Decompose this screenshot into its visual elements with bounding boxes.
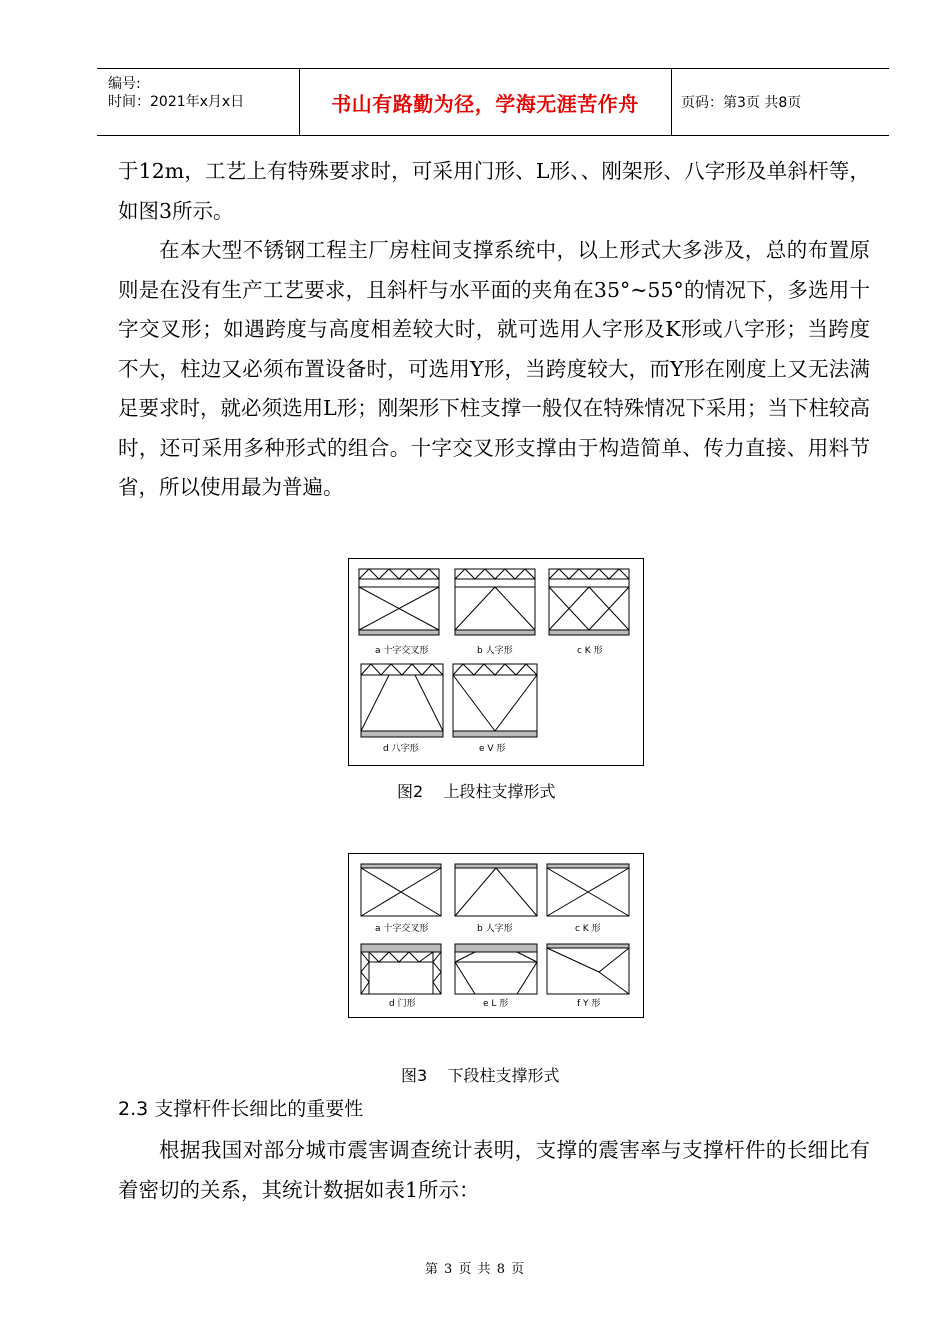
brace-c-k (549, 569, 629, 635)
page-header (97, 68, 889, 136)
lower-brace-b-chevron (455, 864, 537, 916)
brace-d-eight (361, 664, 443, 737)
motto: 书山有路勤为径，学海无涯苦作舟 (331, 91, 639, 116)
figure-3 (348, 853, 644, 1018)
fig2-label-b: b 人字形 (477, 646, 513, 656)
lower-brace-a-cross (361, 864, 441, 916)
figure-3-drawing (349, 854, 643, 1017)
lower-brace-f-y (547, 944, 629, 994)
fig3-label-d: d 门形 (389, 999, 416, 1009)
time-label: 时间：2021年x月x日 (108, 94, 245, 110)
figure-2 (348, 558, 644, 766)
fig2-label-c: c K 形 (577, 646, 603, 656)
fig2-label-e: e V 形 (479, 744, 506, 754)
brace-b-chevron (455, 569, 535, 635)
fig3-label-f: f Y 形 (577, 999, 601, 1009)
header-page-info: 页码：第3页 共8页 (681, 95, 802, 111)
header-right-cell (671, 69, 889, 135)
fig3-label-e: e L 形 (483, 999, 509, 1009)
header-left-cell (97, 69, 300, 135)
lower-brace-e-l (455, 944, 537, 994)
paragraph-3: 根据我国对部分城市震害调查统计表明，支撑的震害率与支撑杆件的长细比有着密切的关系，其统计数据如表1所示： (118, 1138, 870, 1202)
paragraph-2: 在本大型不锈钢工程主厂房柱间支撑系统中，以上形式大多涉及，总的布置原则是在没有生产工艺要求，且斜杆与水平面的夹角在35°~55°的情况下，多选用十字交叉形；如遇跨度与高度相差较大时，就可选用人字形及K形或八字形；当跨度不大，柱边又必须布置设备时，可选用Y形，当跨度较大，而Y形在刚度上又无法满足要求时，就必须选用L形；刚架形下柱支撑一般仅在特殊情况下采用；当下柱较高时，还可采用多种形式的组合。十字交叉形支撑由于构造简单、传力直接、用料节省，所以使用最为普遍。 (118, 238, 870, 499)
fig2-label-a: a 十字交叉形 (375, 646, 429, 656)
serial-label: 编号: (108, 76, 141, 92)
figure-3-caption: 图3 下段柱支撑形式 (401, 1066, 560, 1085)
lower-brace-c-k (547, 864, 629, 916)
fig3-label-c: c K 形 (575, 924, 601, 934)
section-heading: 2.3 支撑杆件长细比的重要性 (118, 1098, 364, 1120)
page-footer: 第 3 页 共 8 页 (424, 1262, 526, 1277)
fig3-label-a: a 十字交叉形 (375, 924, 429, 934)
header-motto-cell (299, 69, 672, 135)
lower-brace-d-portal (361, 944, 441, 994)
brace-e-v (453, 664, 537, 737)
fig3-label-b: b 人字形 (477, 924, 513, 934)
brace-a-cross (359, 569, 439, 635)
figure-2-drawing (349, 559, 643, 765)
figure-2-caption: 图2 上段柱支撑形式 (397, 782, 556, 801)
paragraph-1: 于12m，工艺上有特殊要求时，可采用门形、L形、、刚架形、八字形及单斜杆等，如图3所示。 (118, 159, 870, 223)
fig2-label-d: d 八字形 (383, 744, 419, 754)
